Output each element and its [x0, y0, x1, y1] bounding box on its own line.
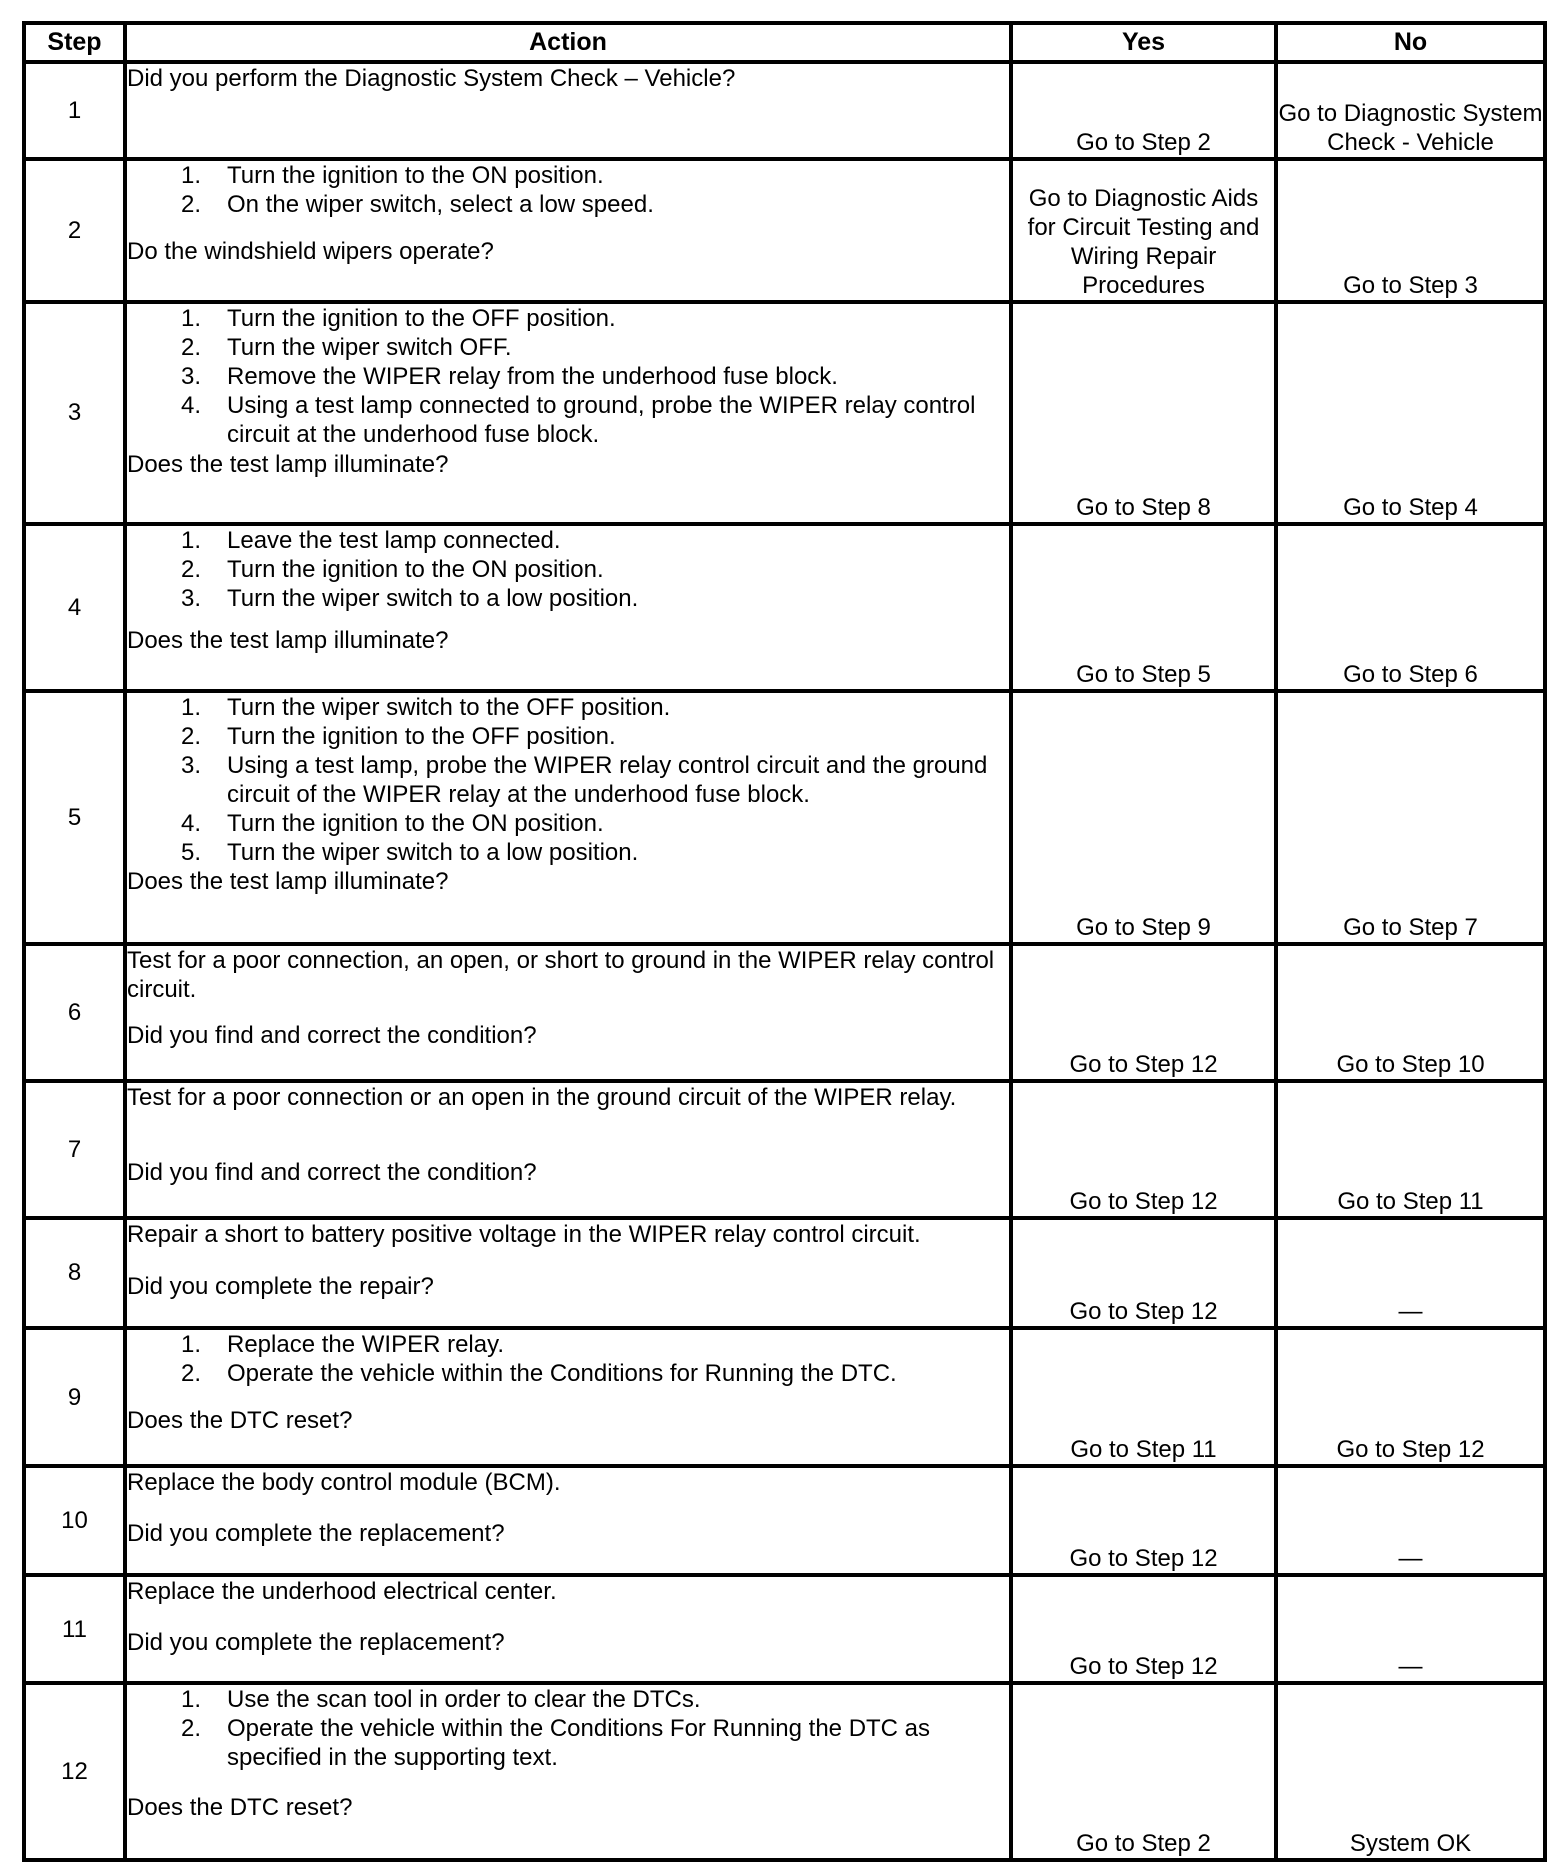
header-row: [24, 23, 1545, 62]
step-number: 9: [24, 1328, 125, 1466]
action-cell: [125, 302, 1011, 524]
yes-result: Go to Step 2: [1011, 1683, 1276, 1860]
list-item: [127, 190, 1009, 219]
action-step-list: [127, 526, 1009, 613]
list-item-text: On the wiper switch, select a low speed.: [227, 190, 654, 218]
diagnostic-table: [22, 21, 1547, 1862]
no-result: Go to Step 4: [1276, 302, 1545, 524]
action-intro-text: Repair a short to battery positive voltage in the WIPER relay control circuit.: [127, 1221, 921, 1249]
action-instructions: [127, 946, 1009, 1004]
step-number: 10: [24, 1466, 125, 1575]
action-cell: [125, 1683, 1011, 1860]
action-content: [127, 304, 1009, 479]
list-item: [127, 1330, 1009, 1359]
list-item-number: 1.: [180, 1330, 201, 1358]
list-item: [127, 1359, 1009, 1388]
no-result: Go to Step 3: [1276, 159, 1545, 302]
list-item: [127, 751, 1009, 809]
list-item-number: 2.: [180, 190, 201, 218]
action-instructions: [127, 1468, 1009, 1497]
list-item-text: Remove the WIPER relay from the underhood fuse block.: [227, 362, 838, 390]
table-row: [24, 1218, 1545, 1328]
diagnostic-table-frame: [22, 21, 1543, 1862]
action-content: [127, 64, 1009, 134]
step-number: 1: [24, 62, 125, 159]
list-item-text: Use the scan tool in order to clear the DTCs.: [227, 1686, 701, 1714]
action-cell: [125, 1328, 1011, 1466]
table-row: [24, 159, 1545, 302]
table-row: [24, 1683, 1545, 1860]
no-result: —: [1276, 1575, 1545, 1684]
action-cell: [125, 62, 1011, 159]
no-result: Go to Diagnostic System Check - Vehicle: [1276, 62, 1545, 159]
action-cell: [125, 691, 1011, 944]
action-cell: [125, 1466, 1011, 1575]
action-content: [127, 1220, 1009, 1301]
column-header-step: Step: [24, 23, 125, 62]
action-cell: [125, 159, 1011, 302]
no-result: Go to Step 12: [1276, 1328, 1545, 1466]
step-number: 12: [24, 1683, 125, 1860]
action-instructions: [127, 161, 1009, 219]
yes-result: Go to Step 5: [1011, 524, 1276, 691]
list-item-number: 2.: [180, 555, 201, 583]
list-item-number: 3.: [180, 584, 201, 612]
list-item-number: 1.: [180, 526, 201, 554]
action-cell: [125, 1575, 1011, 1684]
action-instructions: [127, 1330, 1009, 1388]
no-result: Go to Step 6: [1276, 524, 1545, 691]
list-item: [127, 526, 1009, 555]
list-item-number: 1.: [180, 1686, 201, 1714]
step-number: 3: [24, 302, 125, 524]
step-number: 5: [24, 691, 125, 944]
yes-result: Go to Step 12: [1011, 1466, 1276, 1575]
list-item: [127, 838, 1009, 867]
yes-result: Go to Step 8: [1011, 302, 1276, 524]
list-item-number: 2.: [180, 1715, 201, 1743]
action-content: [127, 693, 1009, 894]
yes-result: Go to Step 12: [1011, 1218, 1276, 1328]
action-content: [127, 1468, 1009, 1548]
list-item-text: Operate the vehicle within the Conditions For Running the DTC as specified in the supporting text.: [227, 1715, 931, 1772]
action-cell: [125, 1081, 1011, 1218]
step-number: 6: [24, 944, 125, 1081]
yes-result: Go to Step 11: [1011, 1328, 1276, 1466]
action-intro-text: Did you perform the Diagnostic System Check – Vehicle?: [127, 65, 736, 92]
list-item: [127, 809, 1009, 838]
no-result: Go to Step 7: [1276, 691, 1545, 944]
table-row: [24, 302, 1545, 524]
action-content: [127, 1083, 1009, 1187]
table-body: [24, 62, 1545, 1860]
action-instructions: [127, 304, 1009, 449]
action-intro-text: Test for a poor connection or an open in the ground circuit of the WIPER relay.: [127, 1083, 957, 1111]
table-row: [24, 524, 1545, 691]
table-row: [24, 1328, 1545, 1466]
column-header-action: Action: [125, 23, 1011, 62]
action-cell: [125, 524, 1011, 691]
no-result: —: [1276, 1218, 1545, 1328]
step-number: 2: [24, 159, 125, 302]
action-content: [127, 1330, 1009, 1435]
action-instructions: [127, 526, 1009, 613]
table-row: [24, 944, 1545, 1081]
list-item: [127, 1685, 1009, 1714]
table-row: [24, 62, 1545, 159]
list-item-text: Turn the ignition to the OFF position.: [227, 304, 616, 332]
action-content: [127, 1577, 1009, 1657]
action-content: [127, 526, 1009, 655]
list-item-number: 1.: [180, 304, 201, 332]
table-row: [24, 1466, 1545, 1575]
step-number: 4: [24, 524, 125, 691]
action-instructions: [127, 1083, 1009, 1112]
action-cell: [125, 1218, 1011, 1328]
yes-result: Go to Step 2: [1011, 62, 1276, 159]
list-item-number: 1.: [180, 161, 201, 189]
yes-result: Go to Diagnostic Aids for Circuit Testing and Wiring Repair Procedures: [1011, 159, 1276, 302]
list-item: [127, 555, 1009, 584]
column-header-yes: Yes: [1011, 23, 1276, 62]
list-item: [127, 693, 1009, 722]
list-item-number: 4.: [180, 809, 201, 837]
list-item-number: 3.: [180, 362, 201, 390]
action-question: Does the DTC reset?: [127, 1794, 353, 1822]
list-item-text: Turn the ignition to the ON position.: [227, 809, 604, 837]
list-item-text: Using a test lamp connected to ground, probe the WIPER relay control circuit at the underhood fuse block.: [227, 391, 976, 448]
list-item: [127, 391, 1009, 449]
table-row: [24, 1081, 1545, 1218]
action-intro-text: Replace the body control module (BCM).: [127, 1469, 561, 1497]
action-step-list: [127, 1330, 1009, 1388]
list-item: [127, 722, 1009, 751]
list-item-number: 5.: [180, 838, 201, 866]
action-instructions: [127, 1685, 1009, 1772]
step-number: 7: [24, 1081, 125, 1218]
list-item-text: Replace the WIPER relay.: [227, 1330, 504, 1358]
action-question: Did you complete the repair?: [127, 1273, 434, 1301]
action-instructions: [127, 1220, 1009, 1249]
list-item: [127, 161, 1009, 190]
action-question: Did you find and correct the condition?: [127, 1021, 537, 1049]
list-item-number: 2.: [180, 333, 201, 361]
action-step-list: [127, 1685, 1009, 1772]
list-item: [127, 362, 1009, 391]
action-content: [127, 946, 1009, 1050]
action-instructions: [127, 1577, 1009, 1606]
action-cell: [125, 944, 1011, 1081]
list-item: [127, 584, 1009, 613]
list-item: [127, 1714, 1009, 1772]
list-item-number: 4.: [180, 391, 201, 419]
step-number: 11: [24, 1575, 125, 1684]
list-item: [127, 333, 1009, 362]
action-instructions: [127, 64, 1009, 93]
list-item-text: Turn the wiper switch to a low position.: [227, 584, 639, 612]
yes-result: Go to Step 9: [1011, 691, 1276, 944]
list-item-text: Turn the wiper switch to the OFF position.: [227, 693, 671, 721]
table-row: [24, 1575, 1545, 1684]
list-item-text: Operate the vehicle within the Conditions for Running the DTC.: [227, 1359, 897, 1387]
action-step-list: [127, 304, 1009, 449]
list-item-text: Using a test lamp, probe the WIPER relay control circuit and the ground circuit of the WIPER relay at the underhood fuse block.: [227, 751, 988, 808]
action-question: Did you complete the replacement?: [127, 1628, 505, 1656]
action-question: Does the DTC reset?: [127, 1406, 353, 1434]
no-result: Go to Step 11: [1276, 1081, 1545, 1218]
list-item-text: Turn the ignition to the ON position.: [227, 161, 604, 189]
list-item: [127, 304, 1009, 333]
column-header-no: No: [1276, 23, 1545, 62]
action-question: Do the windshield wipers operate?: [127, 237, 494, 265]
action-content: [127, 161, 1009, 266]
action-content: [127, 1685, 1009, 1822]
action-intro-text: Test for a poor connection, an open, or short to ground in the WIPER relay control circuit.: [127, 946, 995, 1003]
list-item-text: Turn the ignition to the ON position.: [227, 555, 604, 583]
list-item-number: 3.: [180, 751, 201, 779]
list-item-text: Turn the wiper switch OFF.: [227, 333, 512, 361]
action-step-list: [127, 693, 1009, 867]
list-item-text: Turn the wiper switch to a low position.: [227, 838, 639, 866]
list-item-number: 1.: [180, 693, 201, 721]
no-result: —: [1276, 1466, 1545, 1575]
list-item-number: 2.: [180, 722, 201, 750]
list-item-text: Turn the ignition to the OFF position.: [227, 722, 616, 750]
yes-result: Go to Step 12: [1011, 944, 1276, 1081]
action-step-list: [127, 161, 1009, 219]
action-question: Does the test lamp illuminate?: [127, 626, 449, 654]
yes-result: Go to Step 12: [1011, 1575, 1276, 1684]
action-question: Did you complete the replacement?: [127, 1520, 505, 1548]
action-question: Does the test lamp illuminate?: [127, 867, 449, 895]
action-instructions: [127, 693, 1009, 867]
action-intro-text: Replace the underhood electrical center.: [127, 1577, 557, 1605]
step-number: 8: [24, 1218, 125, 1328]
list-item-text: Leave the test lamp connected.: [227, 526, 561, 554]
action-question: Did you find and correct the condition?: [127, 1158, 537, 1186]
table-row: [24, 691, 1545, 944]
no-result: System OK: [1276, 1683, 1545, 1860]
no-result: Go to Step 10: [1276, 944, 1545, 1081]
list-item-number: 2.: [180, 1359, 201, 1387]
action-question: Does the test lamp illuminate?: [127, 450, 449, 478]
yes-result: Go to Step 12: [1011, 1081, 1276, 1218]
